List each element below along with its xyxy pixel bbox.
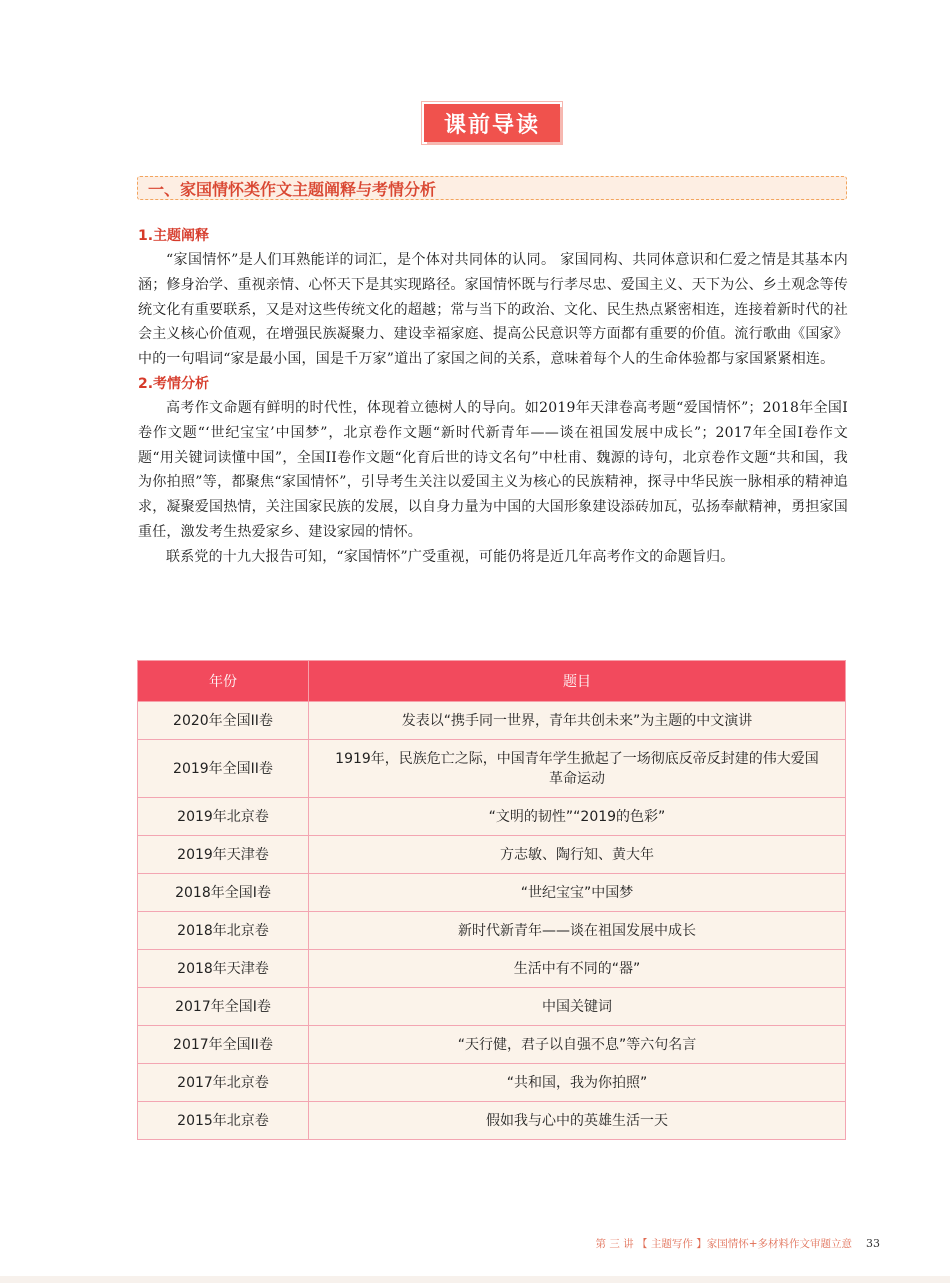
cell-topic: 发表以“携手同一世界，青年共创未来”为主题的中文演讲 — [309, 702, 846, 740]
cell-topic: 新时代新青年——谈在祖国发展中成长 — [309, 912, 846, 950]
cell-year: 2019年天津卷 — [138, 836, 309, 874]
table-row — [138, 912, 846, 950]
table-row — [138, 1026, 846, 1064]
table-row — [138, 988, 846, 1026]
table-row — [138, 798, 846, 836]
cell-topic: “文明的韧性”“2019的色彩” — [309, 798, 846, 836]
article-body — [138, 224, 848, 570]
table-row — [138, 836, 846, 874]
cell-topic: 中国关键词 — [309, 988, 846, 1026]
table-header-row — [138, 661, 846, 702]
table-row — [138, 1064, 846, 1102]
cell-year: 2018年全国I卷 — [138, 874, 309, 912]
cell-year: 2018年天津卷 — [138, 950, 309, 988]
cell-year: 2020年全国II卷 — [138, 702, 309, 740]
cell-year: 2019年全国II卷 — [138, 740, 309, 798]
col-header-year: 年份 — [138, 661, 309, 702]
section-header — [137, 176, 847, 200]
cell-topic: 1919年，民族危亡之际，中国青年学生掀起了一场彻底反帝反封建的伟大爱国革命运动 — [309, 740, 846, 798]
paragraph-theme: “家国情怀”是人们耳熟能详的词汇，是个体对共同体的认同。 家国同构、共同体意识和仁爱之情是其基本内涵；修身治学、重视亲情、心怀天下是其实现路径。家国情怀既与行孝尽忠、爱国主义、天下为公、乡土观念等传统文化有重要联系，又是对这些传统文化的超越；常与当下的政治、文化、民生热点紧密相连，连接着新时代的社会主义核心价值观，在增强民族凝聚力、建设幸福家庭、提高公民意识等方面都有重要的价值。流行歌曲《国家》中的一句唱词“家是最小国，国是千万家”道出了家国之间的关系，意味着每个人的生命体验都与家国紧紧相连。 — [138, 252, 848, 368]
cell-year: 2017年北京卷 — [138, 1064, 309, 1102]
cell-year: 2015年北京卷 — [138, 1102, 309, 1140]
page-number: 33 — [866, 1237, 880, 1250]
cell-topic: 假如我与心中的英雄生活一天 — [309, 1102, 846, 1140]
page-footer — [550, 1236, 880, 1251]
paragraph-conclusion: 联系党的十九大报告可知，“家国情怀”广受重视，可能仍将是近几年高考作文的命题旨归。 — [166, 548, 735, 565]
footer-chapter-title: 第 三 讲 【 主题写作 】家国情怀+多材料作文审题立意 — [595, 1238, 852, 1250]
subheading-analysis: 2.考情分析 — [138, 375, 210, 392]
cell-year: 2017年全国I卷 — [138, 988, 309, 1026]
table-row — [138, 740, 846, 798]
table-row — [138, 874, 846, 912]
section-banner: 课前导读 — [424, 104, 560, 142]
cell-year: 2017年全国II卷 — [138, 1026, 309, 1064]
bottom-strip — [0, 1276, 950, 1283]
table-row — [138, 1102, 846, 1140]
cell-topic: 生活中有不同的“器” — [309, 950, 846, 988]
exam-topics-table — [137, 660, 846, 1140]
cell-year: 2019年北京卷 — [138, 798, 309, 836]
table-row — [138, 950, 846, 988]
cell-year: 2018年北京卷 — [138, 912, 309, 950]
paragraph-analysis: 高考作文命题有鲜明的时代性，体现着立德树人的导向。如2019年天津卷高考题“爱国情怀”；2018年全国I卷作文题“‘世纪宝宝’中国梦”，北京卷作文题“新时代新青年——谈在祖国发展中成长”；2017年全国I卷作文题“用关键词读懂中国”，全国II卷作文题“化育后世的诗文名句”中杜甫、魏源的诗句，北京卷作文题“共和国，我为你拍照”等，都聚焦“家国情怀”，引导考生关注以爱国主义为核心的民族精神，探寻中华民族一脉相承的精神追求，凝聚爱国热情，关注国家民族的发展，以自身力量为中国的大国形象建设添砖加瓦，弘扬奉献精神，勇担家国重任，激发考生热爱家乡、建设家园的情怀。 — [138, 399, 848, 540]
cell-topic: “世纪宝宝”中国梦 — [309, 874, 846, 912]
table-row — [138, 702, 846, 740]
subheading-theme: 1.主题阐释 — [138, 228, 210, 244]
section-title: 一、家国情怀类作文主题阐释与考情分析 — [148, 179, 437, 199]
cell-topic: “共和国，我为你拍照” — [309, 1064, 846, 1102]
col-header-topic: 题目 — [309, 661, 846, 702]
cell-topic: “天行健，君子以自强不息”等六句名言 — [309, 1026, 846, 1064]
cell-topic: 方志敏、陶行知、黄大年 — [309, 836, 846, 874]
